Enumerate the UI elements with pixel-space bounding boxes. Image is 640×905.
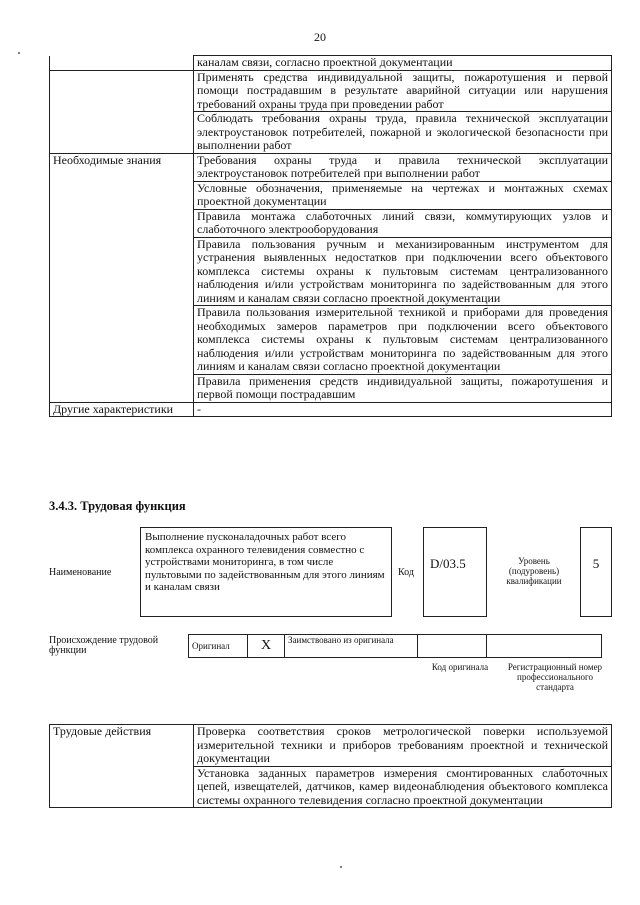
row-label xyxy=(50,209,194,237)
row-label xyxy=(50,70,194,112)
row-label: Другие характеристики xyxy=(50,402,194,417)
table-row xyxy=(50,306,612,375)
scan-dot xyxy=(18,52,20,54)
table-row xyxy=(50,766,612,808)
name-label: Наименование xyxy=(49,567,112,578)
code-label: Код xyxy=(398,567,414,578)
row-label xyxy=(50,306,194,375)
origin-code-cell xyxy=(418,635,487,658)
row-text: - xyxy=(194,402,612,417)
function-code-box: D/03.5 xyxy=(423,527,487,617)
reg-caption: Регистрационный номер профессионального стандарта xyxy=(507,662,603,692)
table-row xyxy=(189,635,602,658)
scan-dot xyxy=(340,866,342,868)
row-label: Трудовые действия xyxy=(50,725,194,767)
page-number: 20 xyxy=(314,30,326,44)
level-value-box: 5 xyxy=(580,527,612,617)
origin-label: Происхождение трудовой функции xyxy=(49,635,159,656)
table-row xyxy=(50,237,612,306)
original-mark: X xyxy=(248,635,285,658)
table-row xyxy=(50,181,612,209)
row-label xyxy=(50,56,194,71)
code-caption: Код оригинала xyxy=(431,662,489,672)
level-label: Уровень (подуровень) квалификации xyxy=(506,556,562,586)
row-text: Правила применения средств индивидуальной защиты, пожаротушения и первой помощи пострадавшим xyxy=(194,374,612,402)
row-text: Проверка соответствия сроков метрологической поверки используемой измерительной техники и приборов требованиям проектной и технической документации xyxy=(194,725,612,767)
section-title: 3.4.3. Трудовая функция xyxy=(49,499,186,513)
row-text: Правила монтажа слаботочных линий связи, коммутирующих узлов и слаботочного электрооборудования xyxy=(194,209,612,237)
row-label xyxy=(50,766,194,808)
row-text: Соблюдать требования охраны труда, правила технической эксплуатации электроустановок потребителей, пожарной и экологической безопасности при выполнении работ xyxy=(194,112,612,154)
row-text: Требования охраны труда и правила технической эксплуатации электроустановок потребителей при выполнении работ xyxy=(194,153,612,181)
knowledge-table xyxy=(49,55,612,417)
row-label xyxy=(50,112,194,154)
table-row xyxy=(50,725,612,767)
table-row xyxy=(50,56,612,71)
row-label: Необходимые знания xyxy=(50,153,194,181)
origin-table xyxy=(188,634,602,658)
table-row xyxy=(50,209,612,237)
borrowed-label: Заимствовано из оригинала xyxy=(285,635,418,658)
row-text: Правила пользования измерительной техникой и приборами для проведения необходимых замеров параметров при подключении всего объектового комплекса системы охраны к пультовым системам централизованного наблюдения и/или устройствам мониторинга по задействованным для этого линиям и каналам связи согласно проектной документации xyxy=(194,306,612,375)
row-text: Условные обозначения, применяемые на чертежах и монтажных схемах проектной документации xyxy=(194,181,612,209)
row-text: Применять средства индивидуальной защиты, пожаротушения и первой помощи пострадавшим в результате аварийной ситуации или нарушения требований охраны труда при проведении работ xyxy=(194,70,612,112)
function-name-box: Выполнение пусконаладочных работ всего комплекса охранного телевидения совместно с устройствами мониторинга, в том числе пультовыми по задействованным для этого линиям и каналам связи xyxy=(140,527,392,617)
row-text: каналам связи, согласно проектной документации xyxy=(194,56,612,71)
original-label: Оригинал xyxy=(189,635,248,658)
row-label xyxy=(50,181,194,209)
origin-reg-cell xyxy=(487,635,602,658)
table-row xyxy=(50,112,612,154)
table-row xyxy=(50,70,612,112)
table-row xyxy=(50,402,612,417)
actions-table xyxy=(49,724,612,808)
row-label xyxy=(50,237,194,306)
table-row xyxy=(50,374,612,402)
row-text: Установка заданных параметров измерения смонтированных слаботочных цепей, извещателей, датчиков, камер видеонаблюдения объектового комплекса системы охранного телевидения согласно проектной документации xyxy=(194,766,612,808)
row-label xyxy=(50,374,194,402)
table-row xyxy=(50,153,612,181)
row-text: Правила пользования ручным и механизированным инструментом для устранения выявленных недостатков при подключении всего объектового комплекса системы охраны к пультовым системам централизованного наблюдения и/или устройствам мониторинга по задействованным для этого линиям и каналам связи согласно проектной документации xyxy=(194,237,612,306)
